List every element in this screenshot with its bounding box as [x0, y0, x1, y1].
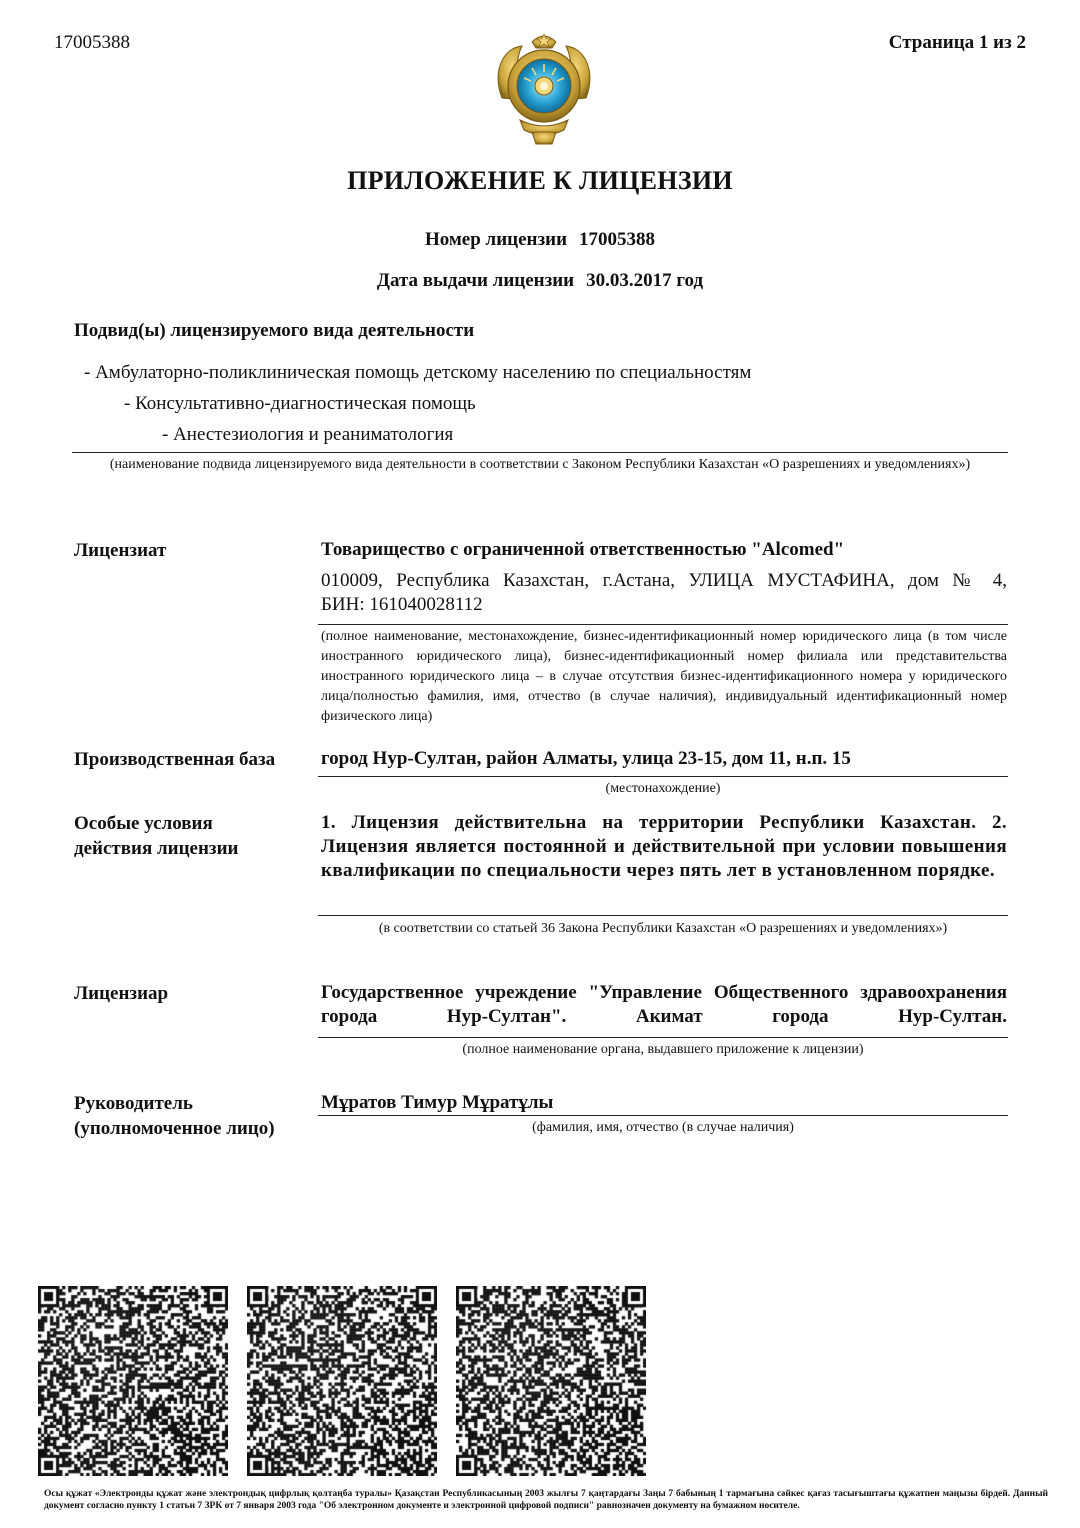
divider	[318, 915, 1008, 916]
qr-code-icon	[456, 1286, 646, 1476]
production-base-label: Производственная база	[74, 749, 276, 770]
special-conditions-note: (в соответствии со статьей 36 Закона Республики Казахстан «О разрешениях и уведомлениях»)	[378, 921, 948, 936]
divider	[318, 1115, 1008, 1116]
divider	[72, 452, 1008, 453]
licensee-label: Лицензиат	[74, 540, 167, 561]
document-number: 17005388	[54, 32, 130, 53]
licensor-label: Лицензиар	[74, 983, 169, 1004]
license-date-label: Дата выдачи лицензии	[376, 270, 575, 291]
licensee-name: Товарищество с ограниченной ответственностью "Alcomed"	[321, 539, 845, 560]
qr-code-icon	[247, 1286, 437, 1476]
licensee-bin: БИН: 161040028112	[321, 594, 483, 615]
subtype-item: - Консультативно-диагностическая помощь	[124, 393, 476, 414]
license-number-label: Номер лицензии	[424, 229, 568, 250]
head-note: (фамилия, имя, отчество (в случае наличия)	[532, 1120, 794, 1135]
license-number-value: 17005388	[579, 229, 656, 250]
special-conditions-value: 1. Лицензия действительна на территории Республики Казахстан. 2. Лицензия является постоянной и действительной при условии повышения квалификации по специальности через пять лет в установленном порядке.	[321, 812, 1007, 881]
divider	[318, 624, 1008, 625]
legal-footer: Осы құжат «Электронды құжат және электрондық цифрлық қолтаңба туралы» Қазақстан Республикасының 2003 жылғы 7 қаңтардағы Заңы 7 бабының 1 тармағына сәйкес қағаз тасығыштағы құжатпен маңызы бірдей. Данный документ согласно пункту 1 статьи 7 ЗРК от 7 января 2003 года "Об электронном документе и электронной цифровой подписи" равнозначен документу на бумажном носителе.	[44, 1489, 1048, 1511]
subtype-item: - Амбулаторно-поликлиническая помощь детскому населению по специальностям	[84, 362, 752, 383]
production-base-value: город Нур-Султан, район Алматы, улица 23-15, дом 11, н.п. 15	[321, 748, 851, 769]
subtype-note: (наименование подвида лицензируемого вида деятельности в соответствии с Законом Республики Казахстан «О разрешениях и уведомлениях»)	[109, 457, 971, 472]
licensor-value: Государственное учреждение "Управление Общественного здравоохранения города Нур-Султан". Акимат города Нур-Султан.	[321, 982, 1007, 1027]
page-title: ПРИЛОЖЕНИЕ К ЛИЦЕНЗИИ	[347, 166, 733, 195]
special-conditions-label: Особые условия действия лицензии	[74, 813, 239, 859]
divider	[318, 776, 1008, 777]
license-date-row	[0, 270, 1080, 292]
production-base-note: (местонахождение)	[605, 781, 721, 796]
divider	[318, 1037, 1008, 1038]
state-emblem-icon	[492, 28, 596, 146]
licensee-note: (полное наименование, местонахождение, бизнес-идентификационный номер юридического лица (в том числе иностранного юридического лица), бизнес-идентификационный номер филиала или представительства иностранного юридического лица – в случае отсутствия бизнес-идентификационного номера у юридического лица/полностью фамилия, имя, отчество (в случае наличия), индивидуальный идентификационный номер физического лица)	[321, 629, 1007, 724]
subtype-heading: Подвид(ы) лицензируемого вида деятельности	[74, 320, 475, 341]
qr-code-icon	[38, 1286, 228, 1476]
subtype-item: - Анестезиология и реаниматология	[162, 424, 454, 445]
head-value: Мұратов Тимур Мұратұлы	[321, 1092, 554, 1113]
licensor-note: (полное наименование органа, выдавшего приложение к лицензии)	[462, 1042, 864, 1057]
license-date-value: 30.03.2017 год	[586, 270, 704, 291]
license-number-row	[0, 229, 1080, 251]
page-indicator: Страница 1 из 2	[888, 32, 1026, 53]
head-label: Руководитель (уполномоченное лицо)	[74, 1093, 275, 1139]
licensee-address: 010009, Республика Казахстан, г.Астана, УЛИЦА МУСТАФИНА, дом № 4,	[321, 570, 1007, 591]
